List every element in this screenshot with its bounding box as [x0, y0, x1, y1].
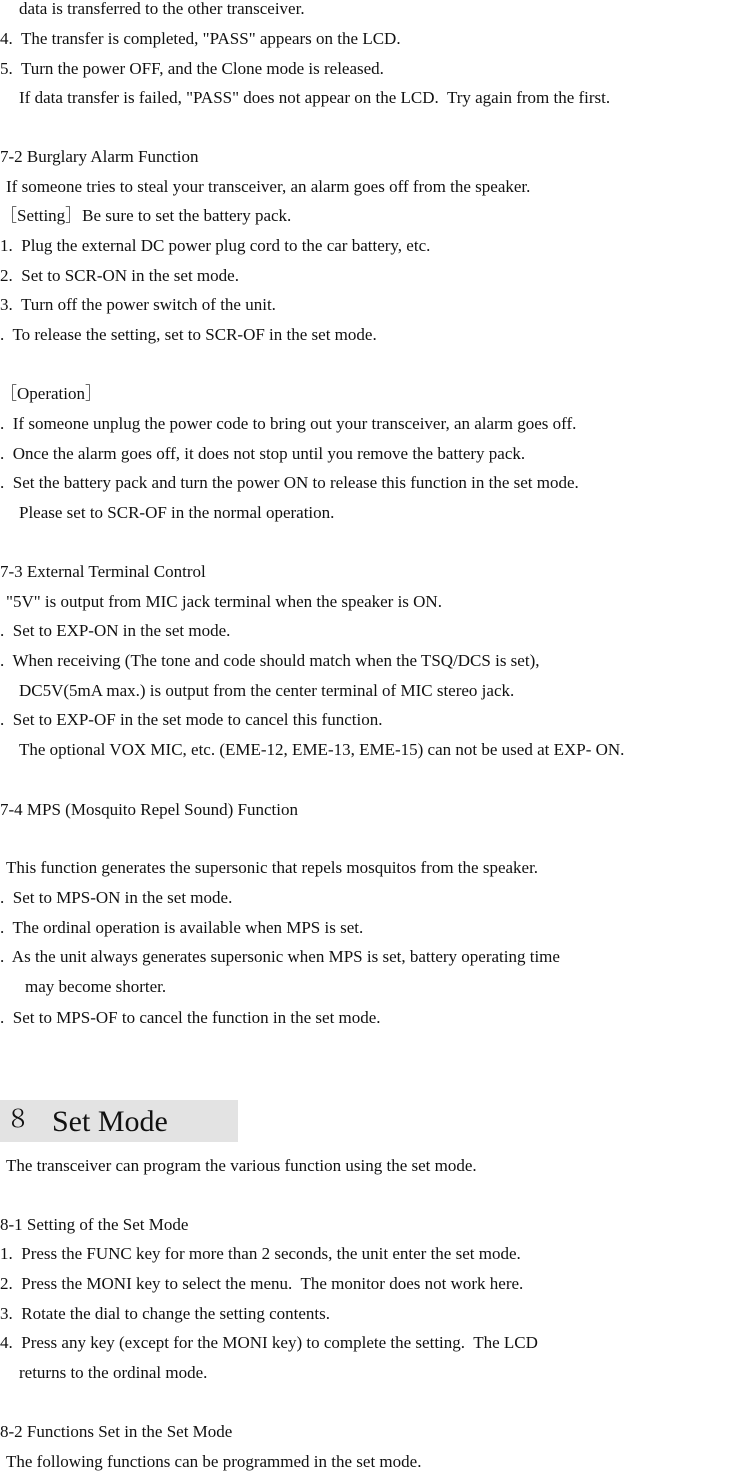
text-line: 5. Turn the power OFF, and the Clone mode is released. [0, 59, 384, 78]
section-title: 7-2 Burglary Alarm Function [0, 147, 199, 166]
text-line: . Set to EXP-OF in the set mode to cancel this function. [0, 710, 383, 729]
text-line: "5V" is output from MIC jack terminal when the speaker is ON. [6, 592, 442, 611]
text-line: 1. Press the FUNC key for more than 2 seconds, the unit enter the set mode. [0, 1244, 521, 1263]
text-line: DC5V(5mA max.) is output from the center terminal of MIC stereo jack. [19, 681, 515, 700]
text-line: 4. The transfer is completed, "PASS" appears on the LCD. [0, 29, 401, 48]
text-line: 2. Press the MONI key to select the menu. The monitor does not work here. [0, 1274, 524, 1293]
text-line: This function generates the supersonic that repels mosquitos from the speaker. [6, 858, 539, 877]
text-line: ［Setting］Be sure to set the battery pack. [0, 206, 292, 225]
text-line: returns to the ordinal mode. [19, 1363, 208, 1382]
text-line: . Set to EXP-ON in the set mode. [0, 621, 231, 640]
text-line: 4. Press any key (except for the MONI key) to complete the setting. The LCD [0, 1333, 538, 1352]
section-title: 8-2 Functions Set in the Set Mode [0, 1422, 233, 1441]
text-line: . If someone unplug the power code to bring out your transceiver, an alarm goes off. [0, 414, 577, 433]
text-line: The following functions can be programmed in the set mode. [6, 1452, 422, 1471]
chapter-title: Set Mode [52, 1105, 168, 1138]
text-line: The transceiver can program the various function using the set mode. [6, 1156, 477, 1175]
text-line: 3. Rotate the dial to change the setting contents. [0, 1304, 330, 1323]
text-line: ［Operation］ [0, 384, 102, 403]
text-line: If data transfer is failed, "PASS" does not appear on the LCD. Try again from the first. [19, 88, 611, 107]
text-line: If someone tries to steal your transceiver, an alarm goes off from the speaker. [6, 177, 531, 196]
chapter-number: ８ [6, 1107, 30, 1133]
text-line: . Once the alarm goes off, it does not stop until you remove the battery pack. [0, 444, 526, 463]
section-title: 7-4 MPS (Mosquito Repel Sound) Function [0, 800, 298, 819]
text-line: may become shorter. [25, 977, 167, 996]
text-line: 2. Set to SCR-ON in the set mode. [0, 266, 239, 285]
text-line: . Set to MPS-ON in the set mode. [0, 888, 233, 907]
section-title: 7-3 External Terminal Control [0, 562, 206, 581]
text-line: . Set to MPS-OF to cancel the function in the set mode. [0, 1008, 381, 1027]
text-line: . Set the battery pack and turn the power ON to release this function in the set mode. [0, 473, 579, 492]
text-line: . As the unit always generates supersonic when MPS is set, battery operating time [0, 947, 560, 966]
text-line: Please set to SCR-OF in the normal operation. [19, 503, 335, 522]
text-line: The optional VOX MIC, etc. (EME-12, EME-13, EME-15) can not be used at EXP- ON. [19, 740, 625, 759]
section-title: 8-1 Setting of the Set Mode [0, 1215, 189, 1234]
text-line: 1. Plug the external DC power plug cord to the car battery, etc. [0, 236, 431, 255]
text-line: . When receiving (The tone and code should match when the TSQ/DCS is set), [0, 651, 540, 670]
text-line: data is transferred to the other transceiver. [19, 0, 305, 18]
text-line: 3. Turn off the power switch of the unit. [0, 295, 276, 314]
text-line: . The ordinal operation is available when MPS is set. [0, 918, 364, 937]
text-line: . To release the setting, set to SCR-OF in the set mode. [0, 325, 377, 344]
